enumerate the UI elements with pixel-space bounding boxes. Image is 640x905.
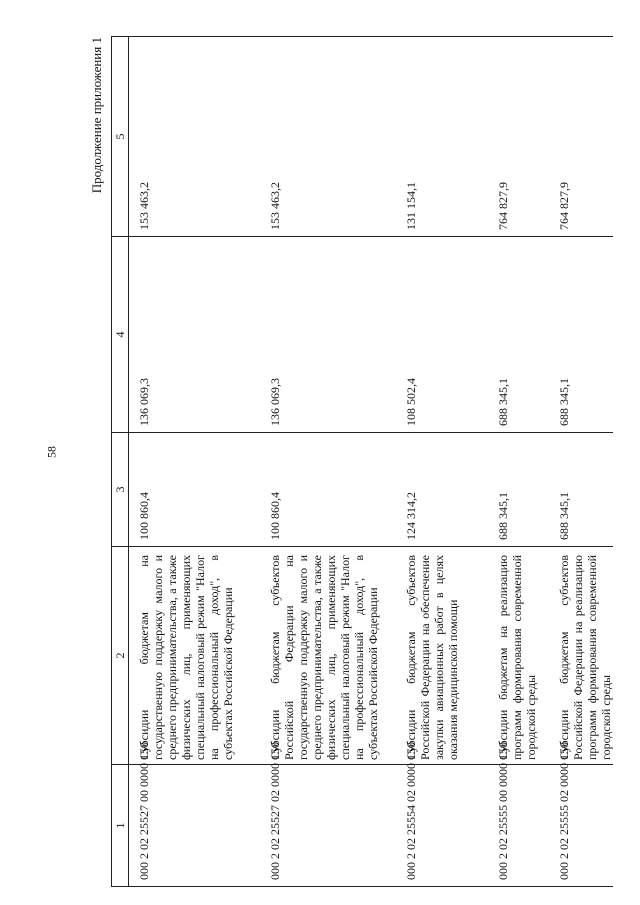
amount-col3: 688 345,1 <box>488 433 549 547</box>
subsidy-name: Субсидии бюджетам субъектов Российской Федерации на государственную поддержку малого и среднего предпринимательства, а также физических лиц, применяющих специальный налоговый режим "Налог на профессиональный доход", в субъектах Российской Федерации <box>260 547 396 765</box>
budget-code: 000 2 02 25527 02 0000 150 <box>260 765 396 887</box>
amount-col5: 131 154,1 <box>396 37 488 237</box>
subsidy-name: Субсидии бюджетам субъектов Российской Федерации на реализацию программ формирования современной городской среды <box>549 547 613 765</box>
budget-code: 000 2 02 25555 00 0000 150 <box>488 765 549 887</box>
amount-col5: 764 827,9 <box>549 37 613 237</box>
column-header-5: 5 <box>112 37 129 237</box>
amount-col5: 153 463,2 <box>129 37 261 237</box>
amount-col4: 688 345,1 <box>488 237 549 433</box>
amount-col3: 100 860,4 <box>260 433 396 547</box>
amount-col4: 688 345,1 <box>549 237 613 433</box>
column-header-4: 4 <box>112 237 129 433</box>
budget-code: 000 2 02 25555 02 0000 150 <box>549 765 613 887</box>
column-header-1: 1 <box>112 765 129 887</box>
budget-code: 000 2 02 25527 00 0000 150 <box>129 765 261 887</box>
continuation-title: Продолжение приложения 1 <box>89 37 104 194</box>
amount-col5: 764 827,9 <box>488 37 549 237</box>
amount-col3: 100 860,4 <box>129 433 261 547</box>
subsidy-name: Субсидии бюджетам на реализацию программ формирования современной городской среды <box>488 547 549 765</box>
amount-col4: 136 069,3 <box>260 237 396 433</box>
amount-col3: 688 345,1 <box>549 433 613 547</box>
column-header-2: 2 <box>112 547 129 765</box>
rotated-sheet <box>89 37 613 887</box>
table-header-row <box>112 37 129 887</box>
subsidy-name: Субсидии бюджетам субъектов Российской Федерации на обеспечение закупки авиационных работ в целях оказания медицинской помощи <box>396 547 488 765</box>
amount-col4: 136 069,3 <box>129 237 261 433</box>
budget-code: 000 2 02 25554 02 0000 150 <box>396 765 488 887</box>
table-row <box>260 37 396 887</box>
subsidy-name: Субсидии бюджетам на государственную поддержку малого и среднего предпринимательства, а также физических лиц, применяющих специальный налоговый режим "Налог на профессиональный доход", в субъектах Российской Федерации <box>129 547 261 765</box>
table-row <box>129 37 261 887</box>
table-row <box>549 37 613 887</box>
table-row <box>488 37 549 887</box>
amount-col5: 153 463,2 <box>260 37 396 237</box>
page-number: 58 <box>44 446 59 458</box>
appendix-table <box>111 36 613 887</box>
column-header-3: 3 <box>112 433 129 547</box>
amount-col3: 124 314,2 <box>396 433 488 547</box>
amount-col4: 108 502,4 <box>396 237 488 433</box>
table-row <box>396 37 488 887</box>
